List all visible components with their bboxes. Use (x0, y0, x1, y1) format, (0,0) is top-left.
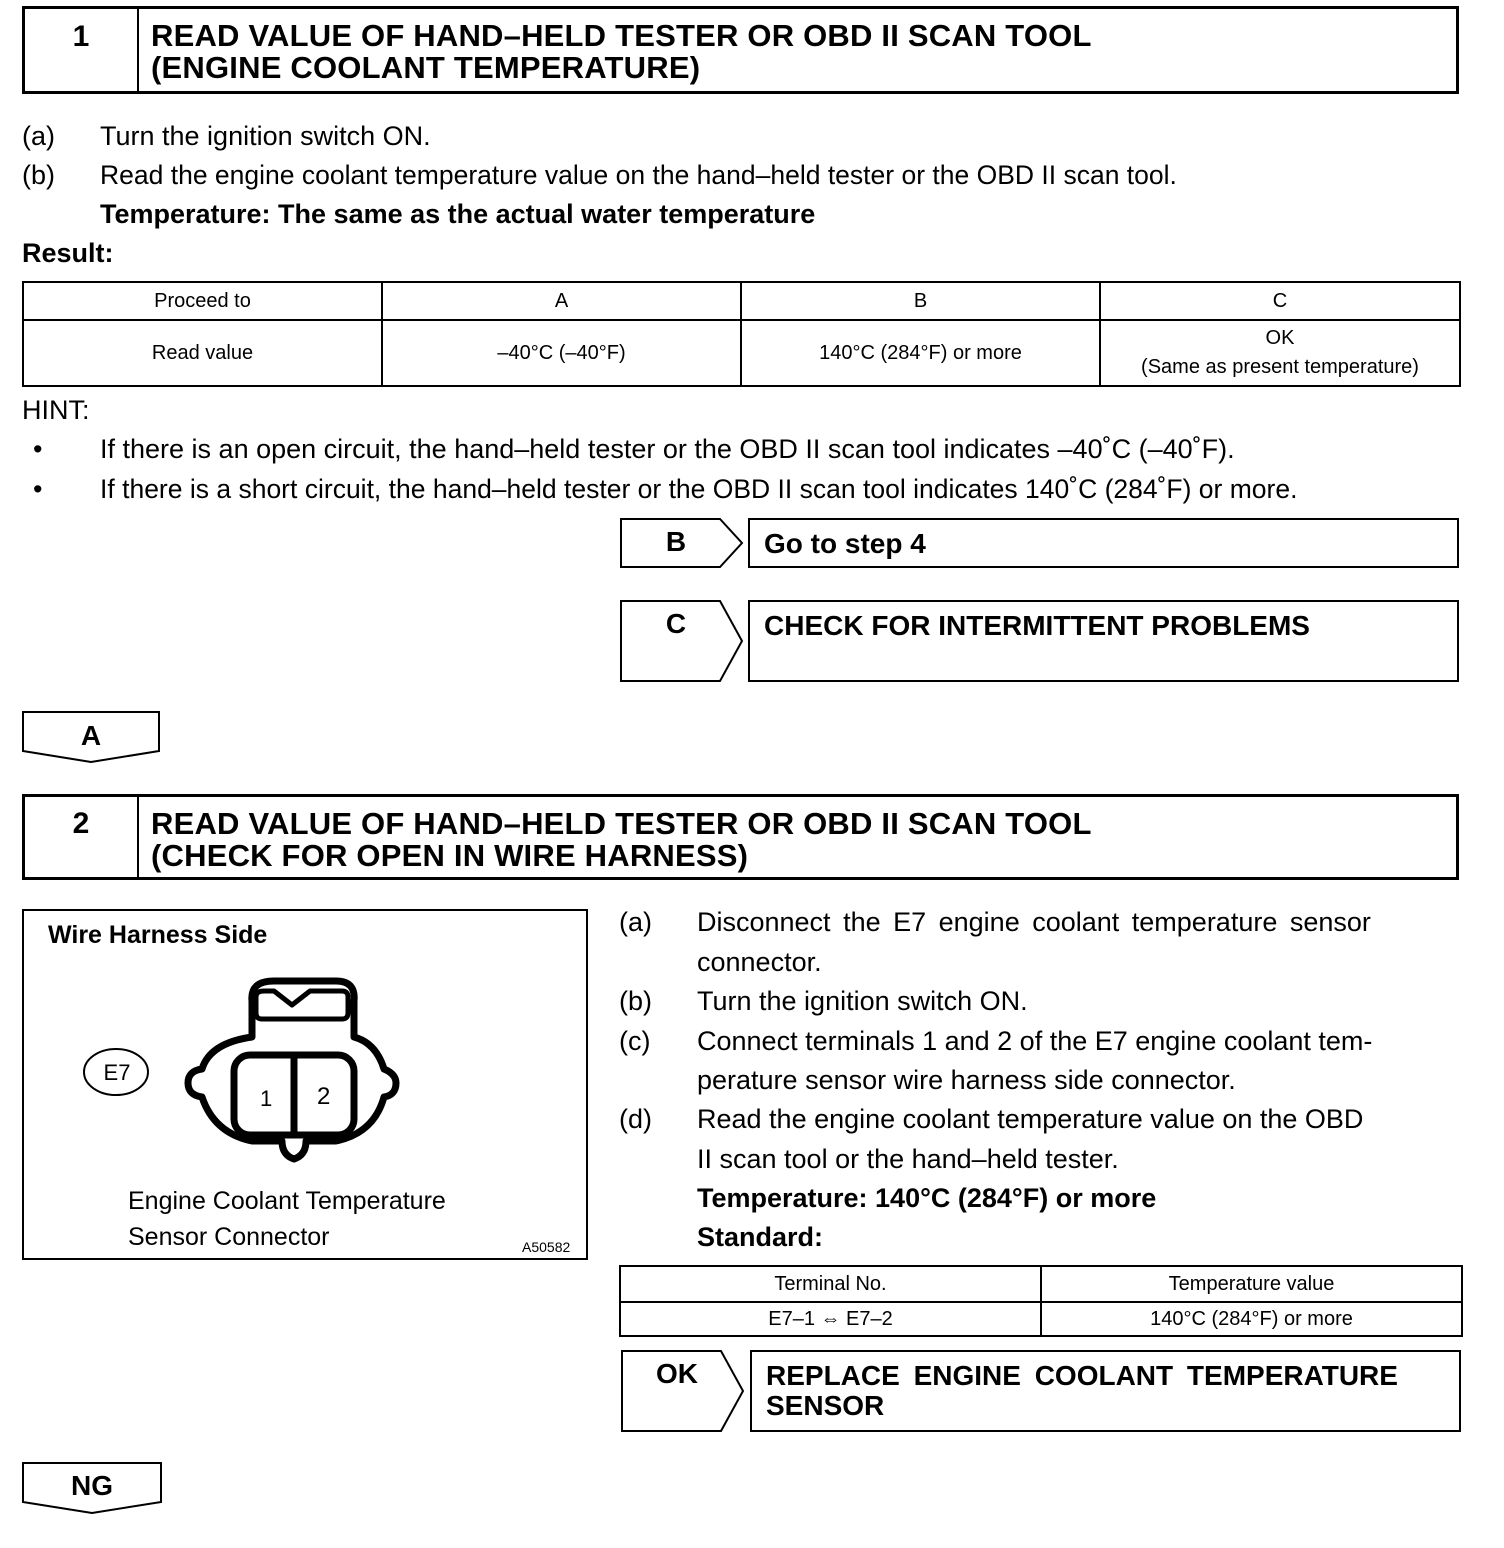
step2-item-d-line2: II scan tool or the hand–held tester. (697, 1144, 1119, 1174)
result-b-tag: B (665, 526, 687, 557)
figure-caption-line1: Engine Coolant Temperature (128, 1187, 446, 1215)
step2-item-a-label: (a) (619, 907, 652, 937)
step2-standard-label: Standard: (697, 1222, 824, 1252)
step1-result-table (22, 281, 1461, 387)
table-header-cell: C (1100, 282, 1460, 320)
table-cell-c (1100, 320, 1460, 386)
step1-number: 1 (25, 9, 139, 91)
result-c-box (748, 600, 1459, 682)
table-header-row (23, 282, 1460, 320)
step1-title-line1: READ VALUE OF HAND–HELD TESTER OR OBD II SCAN TOOL (151, 18, 1092, 53)
connector-id-label: E7 (103, 1060, 131, 1085)
table-header-cell: Terminal No. (620, 1266, 1041, 1302)
continue-ng-tag: NG (71, 1470, 113, 1501)
table-cell: 140°C (284°F) or more (741, 320, 1100, 386)
step1-spec: Temperature: The same as the actual water temperature (100, 199, 816, 229)
result-ok-tag: OK (656, 1358, 698, 1389)
result-c-text: CHECK FOR INTERMITTENT PROBLEMS (764, 610, 1310, 641)
step1-title-line2: (ENGINE COOLANT TEMPERATURE) (151, 50, 701, 85)
step2-item-b-label: (b) (619, 986, 652, 1016)
table-cell-c-line2: (Same as present temperature) (1141, 356, 1419, 378)
result-ok-box (750, 1350, 1461, 1432)
step1-item-a-label: (a) (22, 121, 55, 151)
terminal-1-label: 1 (260, 1086, 273, 1111)
step1-hint-1: If there is an open circuit, the hand–held tester or the OBD II scan tool indicates –40˚C (–40˚F). (100, 434, 1235, 464)
result-c-tag: C (665, 608, 687, 639)
table-row (620, 1302, 1462, 1336)
table-cell: 140°C (284°F) or more (1041, 1302, 1462, 1336)
figure-title: Wire Harness Side (48, 921, 268, 949)
step2-item-c-line1: Connect terminals 1 and 2 of the E7 engine coolant tem- (697, 1026, 1373, 1056)
step2-standard-table (619, 1265, 1463, 1337)
step1-header (22, 6, 1459, 94)
terminal-2-label: 2 (317, 1083, 331, 1110)
step2-title-line2: (CHECK FOR OPEN IN WIRE HARNESS) (151, 838, 749, 873)
step2-item-d-line1: Read the engine coolant temperature value on the OBD (697, 1104, 1364, 1134)
step1-hint-2: If there is a short circuit, the hand–held tester or the OBD II scan tool indicates 140˚C (284˚F) or more. (100, 474, 1298, 504)
step2-item-d-label: (d) (619, 1104, 652, 1134)
bullet-icon: • (33, 434, 43, 464)
table-cell: E7–1 ⇔ E7–2 (620, 1302, 1041, 1336)
step2-spec: Temperature: 140°C (284°F) or more (697, 1183, 1157, 1213)
step2-item-c-line2: perature sensor wire harness side connector. (697, 1065, 1236, 1095)
table-header-row (620, 1266, 1462, 1302)
step2-number: 2 (25, 797, 139, 877)
table-header-cell: Proceed to (23, 282, 382, 320)
figure-caption-line2: Sensor Connector (128, 1223, 330, 1251)
step2-item-a-line1: Disconnect the E7 engine coolant temperature sensor (697, 907, 1371, 937)
continue-a-tag: A (80, 720, 102, 751)
result-ok-text-line1: REPLACE ENGINE COOLANT TEMPERATURE (766, 1360, 1398, 1391)
step1-item-b-text: Read the engine coolant temperature value on the hand–held tester or the OBD II scan tool. (100, 160, 1177, 190)
result-b-text: Go to step 4 (764, 528, 926, 559)
table-header-cell: B (741, 282, 1100, 320)
step2-header (22, 794, 1459, 880)
table-cell: Read value (23, 320, 382, 386)
step1-result-label: Result: (22, 238, 114, 268)
result-b-box (748, 518, 1459, 568)
figure-code: A50582 (522, 1239, 571, 1255)
step1-hint-label: HINT: (22, 395, 90, 425)
bullet-icon: • (33, 474, 43, 504)
table-header-cell: Temperature value (1041, 1266, 1462, 1302)
table-cell: –40°C (–40°F) (382, 320, 741, 386)
table-cell-c-line1: OK (1265, 327, 1295, 349)
table-header-cell: A (382, 282, 741, 320)
step2-title-line1: READ VALUE OF HAND–HELD TESTER OR OBD II SCAN TOOL (151, 806, 1092, 841)
step2-item-b-line1: Turn the ignition switch ON. (697, 986, 1028, 1016)
step1-item-a-text: Turn the ignition switch ON. (100, 121, 431, 151)
step2-item-a-line2: connector. (697, 947, 822, 977)
result-ok-text-line2: SENSOR (766, 1390, 885, 1421)
connector-figure (22, 909, 588, 1260)
step2-item-c-label: (c) (619, 1026, 651, 1056)
step1-item-b-label: (b) (22, 160, 55, 190)
table-row (23, 320, 1460, 386)
